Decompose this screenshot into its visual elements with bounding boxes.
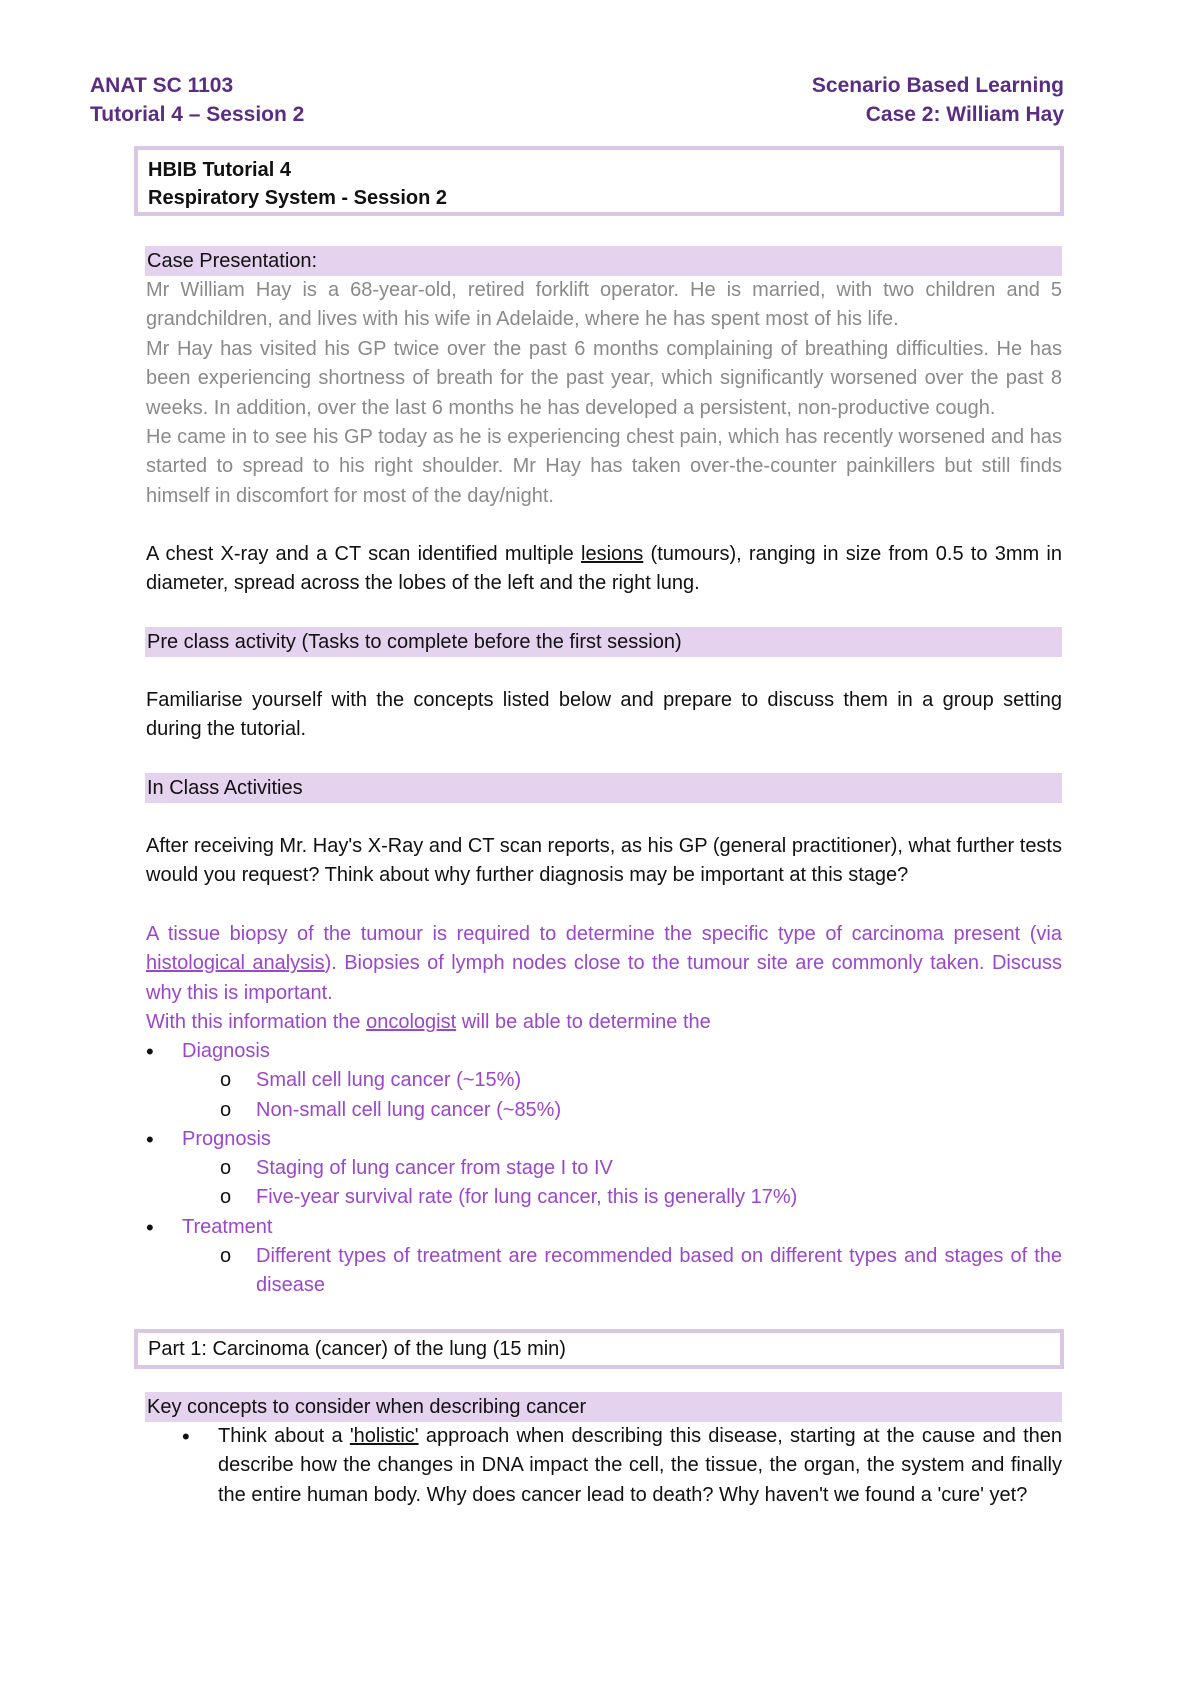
tutorial-subtitle: Respiratory System - Session 2 [148,187,448,209]
case-paragraph-3: He came in to see his GP today as he is experiencing chest pain, which has recently worsened and has started to spread to his right shoulder. Mr Hay has taken over-the-counter painkillers but still finds himself in discomfort for most of the day/night. [146,426,1062,507]
in-class-question: After receiving Mr. Hay's X-Ray and CT scan reports, as his GP (general practitioner), what further tests would you request? Think about why further diagnosis may be important at this stage? [146,835,1062,887]
pre-class-text: Familiarise yourself with the concepts listed below and prepare to discuss them in a group setting during the tutorial. [146,689,1062,741]
list-item: • Think about a 'holistic' approach when describing this disease, starting at the cause and then describe how the changes in DNA impact the cell, the tissue, the organ, the system and finally the entire human body. Why does cancer lead to death? Why haven't we found a 'cure' yet? [146,1422,1062,1510]
list-item-diagnosis: • Diagnosis [146,1037,1062,1066]
lesions-link[interactable]: lesions [581,543,644,565]
tutorial-title-box [134,146,1064,216]
key-concepts-heading: Key concepts to consider when describing cancer [145,1392,1062,1422]
case-paragraph-2: Mr Hay has visited his GP twice over the past 6 months complaining of breathing difficulties. He has been experiencing shortness of breath for the past year, which significantly worsened over the past 8 weeks. In addition, over the last 6 months he has developed a persistent, non-productive cough. [146,338,1062,419]
case-presentation-heading: Case Presentation: [145,246,1062,276]
session-label: Tutorial 4 – Session 2 [90,103,305,126]
determination-list [146,1037,1062,1301]
key-concepts-list [146,1422,1062,1510]
oncologist-link[interactable]: oncologist [366,1011,457,1033]
holistic-link[interactable]: 'holistic' [349,1425,419,1447]
list-item-prognosis: • Prognosis [146,1125,1062,1154]
histological-analysis-link[interactable]: histological analysis [146,952,325,975]
part1-heading-box [134,1329,1064,1369]
sub-item: o Small cell lung cancer (~15%) [146,1066,1062,1095]
tutorial-title: HBIB Tutorial 4 [148,159,291,181]
biopsy-answer: A tissue biopsy of the tumour is required to determine the specific type of carcinoma present (via histological analysis). Biopsies of lymph nodes close to the tumour site are commonly taken. Discuss why this is important. [146,923,1062,1004]
sub-item: o Different types of treatment are recommended based on different types and stages of the disease [146,1242,1062,1301]
case-title: Case 2: William Hay [865,103,1064,126]
part1-heading: Part 1: Carcinoma (cancer) of the lung (15 min) [148,1338,566,1360]
sub-item: o Five-year survival rate (for lung cancer, this is generally 17%) [146,1183,1062,1212]
in-class-heading: In Class Activities [145,773,1062,803]
sub-item: o Staging of lung cancer from stage I to IV [146,1154,1062,1183]
xray-paragraph: A chest X-ray and a CT scan identified multiple lesions (tumours), ranging in size from 0.5 to 3mm in diameter, spread across the lobes of the left and the right lung. [146,543,1062,595]
course-code: ANAT SC 1103 [90,74,234,97]
case-paragraph-1: Mr William Hay is a 68-year-old, retired forklift operator. He is married, with two children and 5 grandchildren, and lives with his wife in Adelaide, where he has spent most of his life. [146,279,1062,331]
oncologist-line: With this information the oncologist will be able to determine the [146,1011,711,1033]
pre-class-heading: Pre class activity (Tasks to complete before the first session) [145,627,1062,657]
sub-item: o Non-small cell lung cancer (~85%) [146,1096,1062,1125]
learning-type: Scenario Based Learning [811,74,1064,97]
list-item-treatment: • Treatment [146,1213,1062,1242]
